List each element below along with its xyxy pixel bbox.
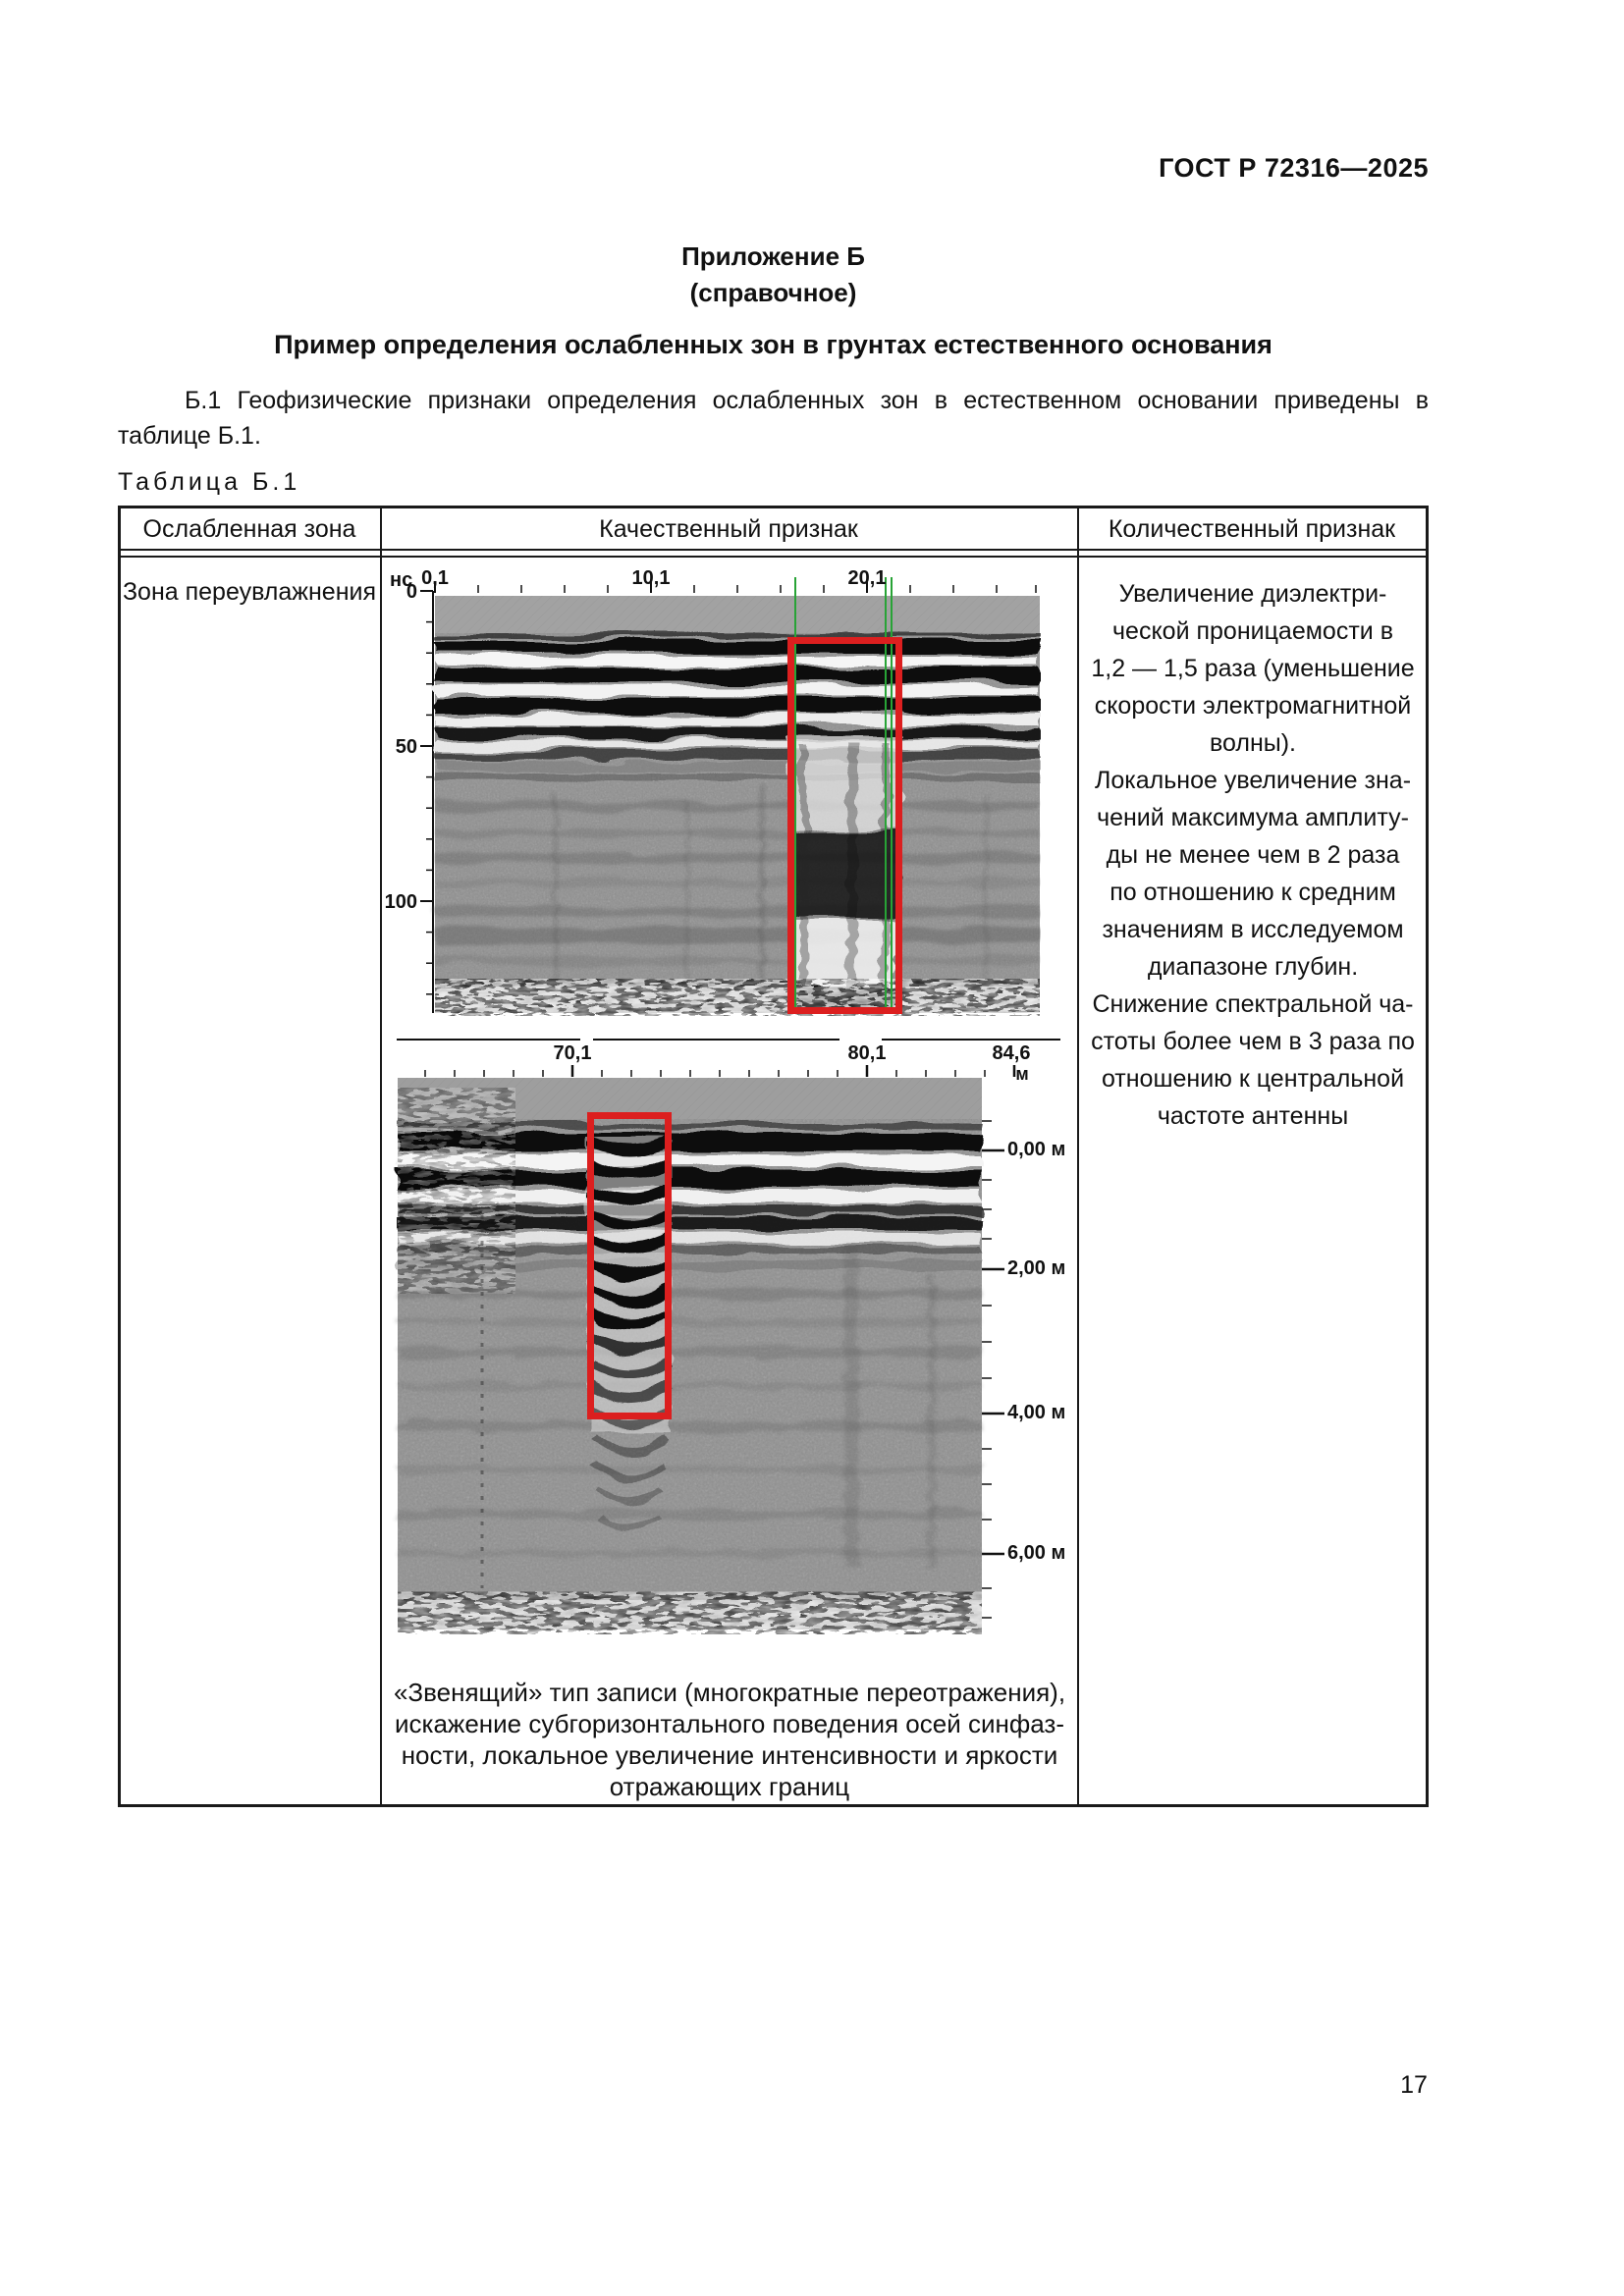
table-border-bottom: [118, 1804, 1429, 1807]
quantitative-line: Увеличение диэлектри-: [1118, 580, 1387, 608]
column-header-quantitative: Количественный признак: [1108, 515, 1396, 543]
quantitative-line: Снижение спектральной ча-: [1092, 990, 1414, 1018]
quantitative-line: волны).: [1210, 729, 1296, 757]
table-header-separator-2: [118, 556, 1429, 558]
radargram-1-xtick-label: 0,1: [421, 567, 449, 589]
radargram-2-xtick-label: 80,1: [847, 1042, 887, 1064]
caption-line: отражающих границ: [609, 1772, 850, 1801]
table-label: Таблица Б.1: [118, 468, 301, 496]
table-border-right: [1426, 506, 1429, 1807]
radargram-1-xtick-label: 20,1: [847, 567, 887, 589]
quantitative-line: стоты более чем в 3 раза по: [1091, 1028, 1415, 1055]
quantitative-line: по отношению к средним: [1110, 879, 1396, 906]
quantitative-line: Локальное увеличение зна-: [1094, 767, 1412, 794]
radargram-2-xtick-label: 84,6: [992, 1042, 1031, 1064]
quantitative-line: ческой проницаемости в: [1112, 617, 1393, 645]
quantitative-line: скорости электромагнитной: [1094, 692, 1412, 720]
doc-code: ГОСТ Р 72316—2025: [1159, 153, 1429, 183]
cell-quantitative-text: [1082, 575, 1424, 1135]
radargram-2-depth-label: 6,00 м: [1007, 1542, 1066, 1564]
radargram-2-unit-label: м: [1015, 1064, 1029, 1084]
table-border-top: [118, 506, 1429, 508]
radargram-1-ytick-label: 50: [395, 736, 417, 758]
quantitative-line: чений максимума амплиту-: [1097, 804, 1409, 831]
radargram-2-body: [398, 1078, 982, 1629]
caption-line: ности, локальное увеличение интенсивности и яркости: [401, 1740, 1058, 1770]
table-border-left: [118, 506, 121, 1807]
table-header-separator-1: [118, 549, 1429, 551]
table-column-divider-2: [1077, 506, 1079, 1804]
appendix-label: Приложение Б: [681, 241, 865, 271]
section-title: Пример определения ослабленных зон в грунтах естественного основания: [274, 330, 1272, 359]
quantitative-line: отношению к центральной: [1101, 1065, 1405, 1093]
quantitative-line: диапазоне глубин.: [1147, 953, 1359, 981]
quantitative-line: значениям в исследуемом: [1102, 916, 1404, 943]
caption-line: искажение субгоризонтального поведения осей синфаз-: [395, 1709, 1064, 1738]
radargram-1-unit-label: нс: [390, 569, 413, 591]
radargram-2-depth-label: 0,00 м: [1007, 1139, 1066, 1160]
radargram-1-image: [388, 564, 1041, 1016]
page-number: 17: [1400, 2071, 1428, 2099]
radargram-1-body: [435, 577, 1040, 1013]
radargram-2-xtick-label: 70,1: [553, 1042, 592, 1064]
cell-zone-name: Зона переувлажнения: [122, 578, 377, 606]
radargram-1-xtick-label: 10,1: [631, 567, 671, 589]
quantitative-line: ды не менее чем в 2 раза: [1106, 841, 1400, 869]
caption-line: «Звенящий» тип записи (многократные переотражения),: [393, 1678, 1066, 1707]
radargram-2-image: [373, 1031, 1060, 1634]
appendix-note: (справочное): [689, 278, 857, 307]
figure-caption: [383, 1677, 1076, 1802]
radargram-1-ytick-label: 100: [384, 891, 417, 913]
intro-paragraph: Б.1 Геофизические признаки определения ослабленных зон в естественном основании приведены в таблице Б.1.: [118, 387, 1429, 450]
radargram-1-ytick-label: 0: [406, 581, 417, 603]
column-header-weak-zone: Ослабленная зона: [142, 515, 356, 543]
radargram-2-depth-label: 2,00 м: [1007, 1257, 1066, 1279]
column-header-qualitative: Качественный признак: [599, 515, 858, 543]
quantitative-line: частоте антенны: [1157, 1102, 1349, 1130]
quantitative-line: 1,2 — 1,5 раза (уменьшение: [1091, 655, 1415, 682]
radargram-2-depth-label: 4,00 м: [1007, 1402, 1066, 1423]
